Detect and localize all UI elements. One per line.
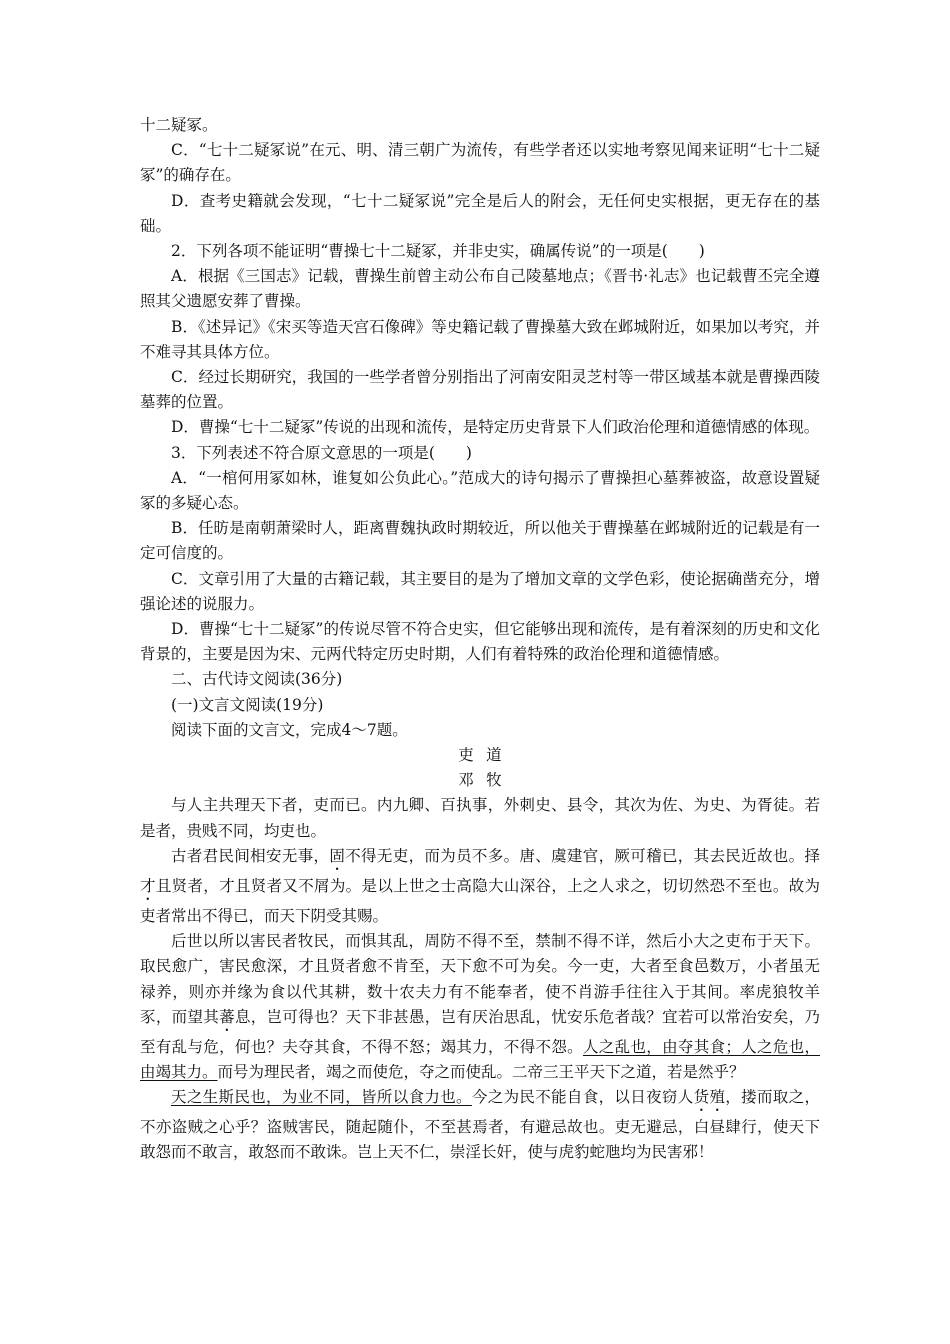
section-heading: 二、古代诗文阅读(36分) xyxy=(171,670,343,689)
q3-option-d: D．曹操“七十二疑冢”的传说尽管不符合史实，但它能够出现和流传，是有着深刻的历史和文化背景的，主要是因为宋、元两代特定历史时期，人们有着特殊的政治伦理和道德情感。 xyxy=(140,620,820,664)
text-run: ，搂而取之，不亦盗贼之心乎？盗贼害民，随起随仆，不至甚焉者，有避忌故也。吏无避忌，白昼肆行，使天下敢怨而不敢言，敢怒而不敢诛。岂上天不仁，崇淫长奸，使与虎豹蛇虺均为民害邪！ xyxy=(140,1088,820,1162)
reading-instruction: 阅读下面的文言文，完成4～7题。 xyxy=(171,720,408,739)
passage-paragraph-3 xyxy=(140,929,820,1085)
text-run: 后世以所以害民者牧民，而惧其乱，周防不得不至，禁制不得不详，然后小大之吏布于天下。取民愈广，害民愈深，才且贤者愈不肯至，天下愈不可为矣。今一吏，大者至食邑数万，小者虽无禄养，则亦并缘为食以代其耕，数十农夫力有不能奉者，使不肖游手往往入于其间。率虎狼牧羊豕，而望其 xyxy=(140,932,820,1026)
passage-author: 邓牧 xyxy=(458,771,515,790)
text-run: 且贤者，才且贤者又不屑为。是以上世之士高隐大山深谷，上之人求之，切切然恐不至也。故为吏者常出不得已，而天下阴受其赐。 xyxy=(140,876,820,925)
q2-option-b: B．《述异记》《宋买等造天宫石像碑》等史籍记载了曹操墓大致在邺城附近，如果加以考究，并不难寻其具体方位。 xyxy=(140,317,820,361)
q2-option-a: A．根据《三国志》记载，曹操生前曾主动公布自己陵墓地点；《晋书·礼志》也记载曹丕完全遵照其父遗愿安葬了曹操。 xyxy=(140,267,820,311)
q1-option-b-continuation: 十二疑冢。 xyxy=(140,116,218,134)
passage-title: 吏道 xyxy=(458,746,515,765)
emphasized-word: 才 xyxy=(140,876,156,895)
emphasized-word: 蕃 xyxy=(219,1007,235,1026)
q1-option-c: C．“七十二疑冢说”在元、明、清三朝广为流传，有些学者还以实地考察见闻来证明“七十二疑冢”的确存在。 xyxy=(140,141,820,185)
q3-option-b: B．任昉是南朝萧梁时人，距离曹魏执政时期较近，所以他关于曹操墓在邺城附近的记载是有一定可信度的。 xyxy=(140,519,820,563)
q1-option-d: D．查考史籍就会发现，“七十二疑冢说”完全是后人的附会，无任何史实根据，更无存在的基础。 xyxy=(140,191,820,235)
text-run: 今之为民不能自食，以日夜窃人 xyxy=(471,1088,694,1107)
passage-paragraph-2 xyxy=(140,844,820,929)
q3-option-a: A．“一棺何用冢如林，谁复如公负此心。”范成大的诗句揭示了曹操担心墓葬被盗，故意设置疑冢的多疑心态。 xyxy=(140,468,820,513)
q3-option-c: C．文章引用了大量的古籍记载，其主要目的是为了增加文章的文学色彩，使论据确凿充分，增强论述的说服力。 xyxy=(140,569,820,613)
emphasized-word: 货殖 xyxy=(693,1088,726,1107)
text-run: 而号为理民者，竭之而使危，夺之而使乱。二帝三王平天下之道，若是然乎？ xyxy=(217,1062,745,1081)
text-run: 息，岂可得也？天下非甚愚，岂有厌治思乱，忧安乐危者哉？宜若可以常治安矣，乃至有乱与危，何也？夫夺其食，不得不怒；竭其力，不得不怨。 xyxy=(140,1007,820,1056)
underlined-sentence: 天之生斯民也，为业不同，皆所以食力也。 xyxy=(171,1088,472,1107)
q2-option-c: C．经过长期研究，我国的一些学者曾分别指出了河南安阳灵芝村等一带区域基本就是曹操西陵墓葬的位置。 xyxy=(140,368,820,412)
q3-stem: 3．下列表述不符合原文意思的一项是( ) xyxy=(171,443,472,462)
q2-option-d: D．曹操“七十二疑冢”传说的出现和流传，是特定历史背景下人们政治伦理和道德情感的体现。 xyxy=(171,418,820,437)
q2-stem: 2．下列各项不能证明“曹操七十二疑冢，并非史实，确属传说”的一项是( ) xyxy=(171,242,705,261)
subsection-heading: (一)文言文阅读(19分) xyxy=(171,695,324,714)
document-page xyxy=(140,113,820,1166)
text-run: 不得无吏，而为员不多。唐、虞建官，厥可稽已，其去民近故也。择 xyxy=(345,846,820,865)
text-run: 古者君民间相安无事， xyxy=(171,846,330,865)
passage-paragraph-4 xyxy=(140,1085,820,1165)
underlined-sentence: 人之乱也，由夺其食；人之危也，由竭其力。 xyxy=(140,1037,820,1081)
emphasized-word: 固 xyxy=(329,846,346,865)
passage-paragraph-1: 与人主共理天下者，吏而已。内九卿、百执事，外刺史、县令，其次为佐、为史、为胥徒。若是者，贵贱不同，均吏也。 xyxy=(140,796,820,840)
